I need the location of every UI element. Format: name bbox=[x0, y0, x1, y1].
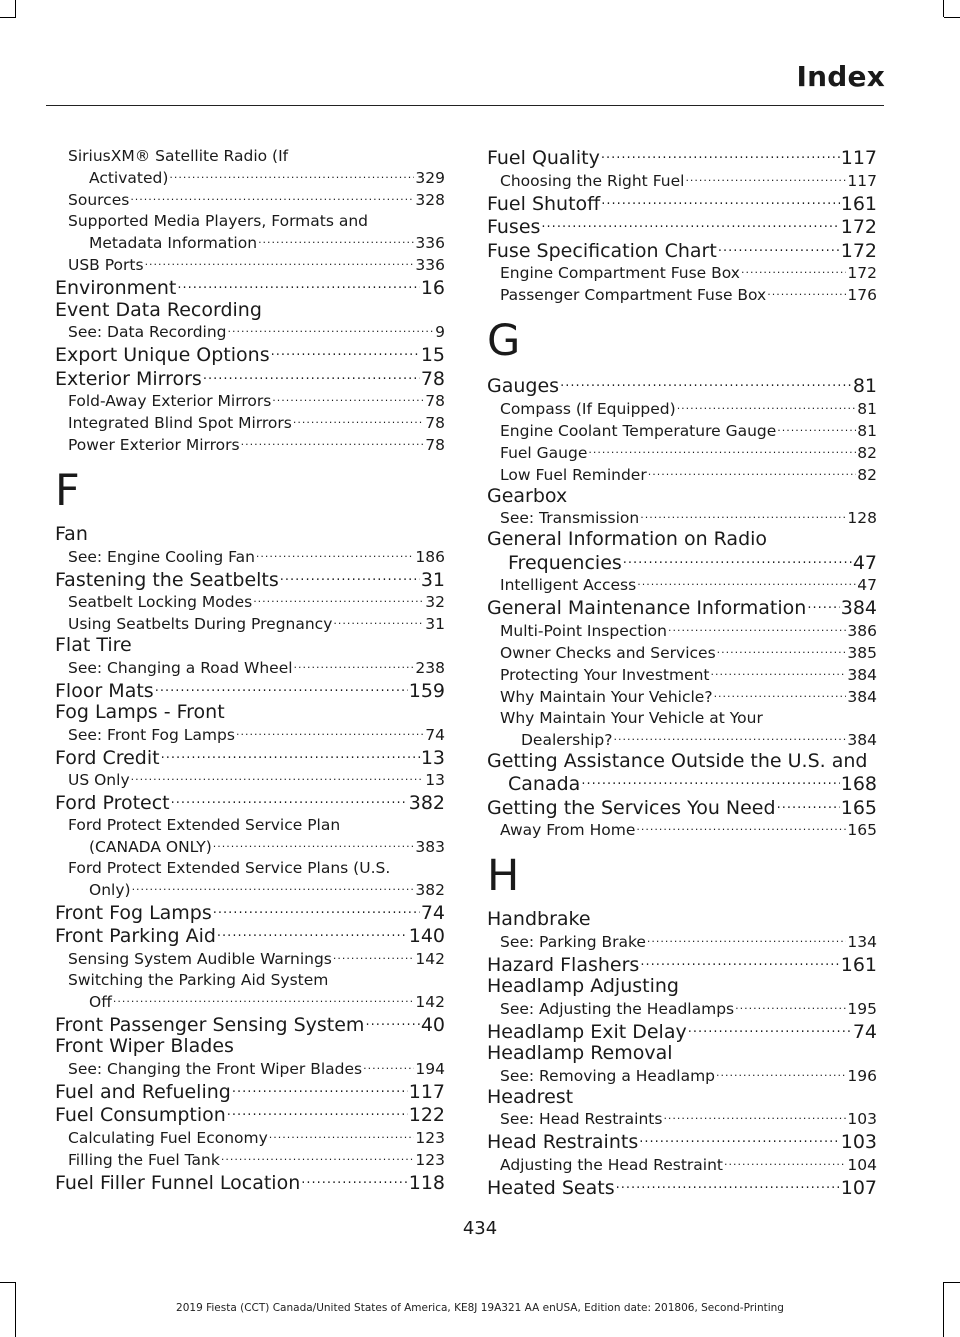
footer-edition-info: 2019 Fiesta (CCT) Canada/United States of America, KE8J 19A321 AA enUSA, Edition date: 201806, Second-Printing bbox=[176, 1302, 784, 1314]
entry-label: Front Passenger Sensing System bbox=[55, 1013, 365, 1036]
entry-page-number: 123 bbox=[415, 1150, 445, 1169]
entry-page-number: 103 bbox=[840, 1131, 877, 1153]
dot-leader bbox=[241, 430, 425, 452]
entry-label: Floor Mats bbox=[55, 679, 154, 702]
index-heading: Headlamp Removal bbox=[487, 1042, 673, 1064]
entry-page-number: 74 bbox=[852, 1020, 877, 1043]
entry-label: Away From Home bbox=[500, 821, 636, 839]
entry-label: Fuses bbox=[487, 216, 541, 238]
index-heading: Headrest bbox=[487, 1085, 574, 1108]
index-section-letter: F bbox=[55, 466, 80, 516]
index-entry bbox=[487, 953, 877, 977]
entry-label: Fuel and Refueling bbox=[55, 1080, 231, 1103]
index-subentry bbox=[487, 819, 877, 841]
entry-page-number: 196 bbox=[847, 1066, 877, 1085]
entry-label: See: Removing a Headlamp bbox=[500, 1066, 716, 1085]
dot-leader bbox=[640, 503, 846, 525]
index-section-letter: G bbox=[487, 316, 521, 366]
dot-leader bbox=[616, 1172, 840, 1196]
entry-label: Switching the Parking Aid System bbox=[68, 970, 329, 989]
dot-leader bbox=[637, 570, 856, 592]
entry-page-number: 74 bbox=[420, 901, 445, 924]
dot-leader bbox=[639, 1126, 840, 1150]
dot-leader bbox=[145, 250, 415, 272]
dot-leader bbox=[581, 768, 839, 792]
entry-page-number: 384 bbox=[840, 597, 877, 619]
entry-page-number: 161 bbox=[840, 953, 877, 976]
entry-page-number: 47 bbox=[852, 551, 877, 574]
dot-leader bbox=[663, 1104, 846, 1126]
entry-page-number: 140 bbox=[408, 925, 445, 947]
entry-label: Activated) bbox=[89, 169, 169, 187]
dot-leader bbox=[668, 616, 846, 638]
entry-page-number: 78 bbox=[425, 414, 445, 432]
entry-label: Low Fuel Reminder bbox=[500, 465, 647, 484]
entry-label: Ford Protect Extended Service Plans (U.S. bbox=[68, 858, 391, 877]
crop-mark-top-left bbox=[15, 0, 16, 17]
entry-label: Fuel Shutoff bbox=[487, 192, 601, 215]
entry-page-number: 134 bbox=[847, 932, 877, 951]
entry-page-number: 386 bbox=[847, 621, 877, 640]
dot-leader bbox=[716, 1061, 846, 1083]
dot-leader bbox=[685, 166, 846, 188]
entry-label: Multi-Point Inspection bbox=[500, 621, 667, 640]
header-rule bbox=[46, 105, 884, 106]
index-column-left bbox=[55, 146, 445, 1194]
index-section-letter: H bbox=[487, 851, 520, 901]
dot-leader bbox=[767, 280, 846, 302]
index-entry bbox=[487, 1020, 877, 1044]
entry-page-number: 176 bbox=[847, 286, 877, 304]
dot-leader bbox=[688, 1016, 852, 1040]
dot-leader bbox=[677, 394, 857, 416]
entry-label: Ford Protect Extended Service Plan bbox=[68, 815, 341, 834]
entry-page-number: 16 bbox=[420, 277, 445, 299]
crop-mark-bottom-left-h bbox=[0, 1282, 16, 1283]
dot-leader bbox=[588, 438, 856, 460]
entry-page-number: 15 bbox=[420, 344, 445, 366]
entry-page-number: 172 bbox=[840, 216, 877, 238]
entry-label: Why Maintain Your Vehicle? bbox=[500, 687, 713, 706]
dot-leader bbox=[741, 258, 846, 280]
entry-label: Engine Coolant Temperature Gauge bbox=[500, 421, 777, 440]
page-title: Index bbox=[796, 60, 885, 93]
entry-page-number: 32 bbox=[425, 593, 445, 611]
dot-leader bbox=[735, 994, 846, 1016]
entry-label: Dealership? bbox=[521, 730, 613, 749]
index-heading: Fan bbox=[55, 523, 88, 545]
entry-label: Fuse Specification Chart bbox=[487, 239, 717, 262]
index-entry bbox=[55, 791, 445, 815]
dot-leader bbox=[155, 675, 408, 699]
entry-page-number: 31 bbox=[420, 568, 445, 591]
entry-page-number: 78 bbox=[425, 436, 445, 454]
dot-leader bbox=[113, 987, 415, 1009]
entry-label: See: Adjusting the Headlamps bbox=[500, 999, 735, 1018]
entry-page-number: 107 bbox=[840, 1176, 877, 1199]
index-subentry bbox=[487, 729, 877, 751]
entry-page-number: 117 bbox=[840, 147, 877, 169]
index-subentry bbox=[487, 284, 877, 306]
dot-leader bbox=[301, 1167, 407, 1191]
dot-leader bbox=[777, 416, 856, 438]
entry-page-number: 117 bbox=[847, 171, 877, 190]
entry-label: Seatbelt Locking Modes bbox=[68, 593, 253, 611]
index-entry bbox=[55, 679, 445, 703]
dot-leader bbox=[132, 875, 415, 897]
index-subentry bbox=[487, 464, 877, 486]
crop-mark-top-left-h bbox=[0, 17, 16, 18]
entry-label: Choosing the Right Fuel bbox=[500, 171, 685, 190]
entry-label: Compass (If Equipped) bbox=[500, 399, 676, 418]
entry-label: Protecting Your Investment bbox=[500, 665, 710, 684]
dot-leader bbox=[718, 235, 840, 259]
entry-page-number: 40 bbox=[420, 1013, 445, 1036]
index-column-right bbox=[487, 146, 877, 1199]
entry-label: Intelligent Access bbox=[500, 576, 637, 594]
entry-label: Metadata Information bbox=[89, 234, 258, 252]
dot-leader bbox=[623, 547, 852, 571]
index-heading: Event Data Recording bbox=[55, 298, 262, 321]
entry-label: Fastening the Seatbelts bbox=[55, 568, 279, 591]
index-entry bbox=[487, 1176, 877, 1200]
dot-leader bbox=[177, 272, 419, 296]
entry-page-number: 78 bbox=[425, 392, 445, 410]
entry-label: Export Unique Options bbox=[55, 344, 270, 366]
entry-label: Fuel Gauge bbox=[500, 443, 588, 462]
index-subentry bbox=[55, 434, 445, 456]
index-heading: Headlamp Adjusting bbox=[487, 975, 679, 997]
entry-label: Engine Compartment Fuse Box bbox=[500, 264, 740, 282]
entry-label: Filling the Fuel Tank bbox=[68, 1150, 220, 1169]
index-entry bbox=[55, 276, 445, 300]
entry-label: General Maintenance Information bbox=[487, 597, 807, 619]
entry-page-number: 123 bbox=[415, 1128, 445, 1147]
entry-label: Ford Credit bbox=[55, 746, 160, 769]
entry-label: Canada bbox=[508, 773, 581, 795]
entry-page-number: 165 bbox=[840, 796, 877, 819]
entry-page-number: 118 bbox=[408, 1171, 445, 1194]
entry-label: See: Changing a Road Wheel bbox=[68, 658, 293, 677]
entry-page-number: 384 bbox=[847, 687, 877, 706]
index-heading: Fog Lamps - Front bbox=[55, 701, 225, 723]
entry-label: USB Ports bbox=[68, 256, 144, 274]
entry-label: See: Engine Cooling Fan bbox=[68, 547, 255, 566]
index-entry bbox=[55, 1013, 445, 1037]
entry-label: Fold-Away Exterior Mirrors bbox=[68, 392, 272, 410]
dot-leader bbox=[272, 386, 424, 408]
entry-label: Off bbox=[89, 992, 112, 1011]
entry-page-number: 142 bbox=[415, 949, 445, 968]
index-subentry bbox=[55, 948, 445, 970]
dot-leader bbox=[541, 211, 839, 235]
entry-label: Fuel Consumption bbox=[55, 1104, 226, 1126]
entry-page-number: 382 bbox=[408, 792, 445, 814]
dot-leader bbox=[203, 363, 420, 387]
entry-label: See: Front Fog Lamps bbox=[68, 725, 235, 744]
entry-page-number: 382 bbox=[415, 880, 445, 899]
index-heading: Gearbox bbox=[487, 484, 568, 507]
entry-label: US Only bbox=[68, 771, 130, 789]
index-subentry bbox=[487, 507, 877, 529]
dot-leader bbox=[333, 609, 424, 631]
entry-label: Integrated Blind Spot Mirrors bbox=[68, 414, 292, 432]
entry-label: Environment bbox=[55, 277, 177, 299]
entry-label: Only) bbox=[89, 880, 131, 899]
dot-leader bbox=[807, 592, 839, 616]
dot-leader bbox=[256, 542, 414, 564]
dot-leader bbox=[217, 920, 408, 944]
page-number: 434 bbox=[462, 1218, 498, 1239]
dot-leader bbox=[213, 832, 415, 854]
entry-label: Head Restraints bbox=[487, 1131, 639, 1153]
dot-leader bbox=[169, 163, 414, 185]
entry-label: Frequencies bbox=[508, 551, 622, 574]
entry-page-number: 31 bbox=[425, 615, 445, 633]
entry-page-number: 13 bbox=[420, 746, 445, 769]
entry-label: Headlamp Exit Delay bbox=[487, 1020, 687, 1043]
entry-page-number: 336 bbox=[415, 234, 445, 252]
entry-page-number: 329 bbox=[415, 169, 445, 187]
dot-leader bbox=[213, 897, 420, 921]
entry-label: See: Transmission bbox=[500, 509, 640, 527]
dot-leader bbox=[232, 1076, 408, 1100]
entry-page-number: 142 bbox=[415, 992, 445, 1011]
entry-page-number: 122 bbox=[408, 1104, 445, 1126]
dot-leader bbox=[636, 815, 846, 837]
entry-label: Using Seatbelts During Pregnancy bbox=[68, 615, 333, 633]
dot-leader bbox=[714, 682, 847, 704]
entry-label: Ford Protect bbox=[55, 792, 170, 814]
crop-mark-top-right bbox=[943, 0, 944, 17]
dot-leader bbox=[365, 1009, 419, 1033]
dot-leader bbox=[161, 742, 420, 766]
entry-page-number: 81 bbox=[857, 399, 877, 418]
entry-page-number: 117 bbox=[408, 1080, 445, 1103]
entry-label: SiriusXM® Satellite Radio (If bbox=[68, 147, 289, 165]
dot-leader bbox=[280, 564, 420, 588]
entry-page-number: 385 bbox=[847, 643, 877, 662]
entry-label: (CANADA ONLY) bbox=[89, 837, 212, 856]
dot-leader bbox=[269, 1123, 415, 1145]
entry-page-number: 238 bbox=[415, 658, 445, 677]
entry-label: Fuel Filler Funnel Location bbox=[55, 1171, 301, 1194]
entry-label: Front Fog Lamps bbox=[55, 901, 212, 924]
entry-label: Power Exterior Mirrors bbox=[68, 436, 240, 454]
entry-label: Getting the Services You Need bbox=[487, 796, 776, 819]
dot-leader bbox=[130, 185, 414, 207]
dot-leader bbox=[711, 660, 847, 682]
entry-page-number: 165 bbox=[847, 821, 877, 839]
dot-leader bbox=[333, 944, 415, 966]
entry-page-number: 81 bbox=[852, 375, 877, 397]
entry-label: Calculating Fuel Economy bbox=[68, 1128, 268, 1147]
entry-label: Owner Checks and Services bbox=[500, 643, 716, 662]
entry-label: Gauges bbox=[487, 375, 560, 397]
entry-label: Supported Media Players, Formats and bbox=[68, 212, 369, 230]
entry-page-number: 13 bbox=[425, 771, 445, 789]
entry-page-number: 81 bbox=[857, 421, 877, 440]
entry-label: Passenger Compartment Fuse Box bbox=[500, 286, 767, 304]
entry-label: Heated Seats bbox=[487, 1176, 615, 1199]
dot-leader bbox=[221, 1145, 415, 1167]
entry-label: See: Parking Brake bbox=[500, 932, 646, 951]
entry-label: See: Data Recording bbox=[68, 323, 227, 341]
index-subentry bbox=[55, 613, 445, 635]
index-heading: Handbrake bbox=[487, 908, 591, 930]
entry-page-number: 195 bbox=[847, 999, 877, 1018]
entry-page-number: 172 bbox=[840, 239, 877, 262]
entry-page-number: 172 bbox=[847, 264, 877, 282]
entry-label: Exterior Mirrors bbox=[55, 367, 202, 390]
index-subentry bbox=[487, 1065, 877, 1087]
dot-leader bbox=[777, 792, 840, 816]
entry-label: Hazard Flashers bbox=[487, 953, 640, 976]
index-subentry bbox=[55, 836, 445, 858]
dot-leader bbox=[613, 725, 846, 747]
entry-label: See: Head Restraints bbox=[500, 1110, 663, 1128]
entry-page-number: 161 bbox=[840, 192, 877, 215]
entry-page-number: 74 bbox=[425, 725, 445, 744]
dot-leader bbox=[601, 142, 840, 166]
dot-leader bbox=[601, 188, 839, 212]
entry-page-number: 384 bbox=[847, 665, 877, 684]
entry-page-number: 383 bbox=[415, 837, 445, 856]
entry-label: Fuel Quality bbox=[487, 147, 600, 169]
entry-page-number: 128 bbox=[847, 509, 877, 527]
dot-leader bbox=[363, 1054, 414, 1076]
dot-leader bbox=[258, 228, 414, 250]
index-heading: Front Wiper Blades bbox=[55, 1035, 234, 1057]
entry-page-number: 103 bbox=[847, 1110, 877, 1128]
entry-page-number: 47 bbox=[857, 576, 877, 594]
entry-label: Sources bbox=[68, 191, 130, 209]
dot-leader bbox=[294, 653, 415, 675]
entry-page-number: 194 bbox=[415, 1059, 445, 1078]
index-heading: General Information on Radio bbox=[487, 528, 768, 550]
entry-page-number: 186 bbox=[415, 547, 445, 566]
dot-leader bbox=[171, 787, 408, 811]
index-heading: Getting Assistance Outside the U.S. and bbox=[487, 749, 868, 772]
index-subentry bbox=[55, 189, 445, 211]
dot-leader bbox=[131, 765, 425, 787]
dot-leader bbox=[236, 720, 424, 742]
entry-page-number: 336 bbox=[415, 256, 445, 274]
crop-mark-top-right-h bbox=[944, 17, 960, 18]
entry-page-number: 328 bbox=[415, 191, 445, 209]
entry-label: Sensing System Audible Warnings bbox=[68, 949, 332, 968]
index-entry bbox=[55, 1171, 445, 1195]
entry-label: Why Maintain Your Vehicle at Your bbox=[500, 708, 763, 727]
dot-leader bbox=[640, 949, 839, 973]
entry-page-number: 168 bbox=[840, 773, 877, 795]
dot-leader bbox=[227, 1099, 408, 1123]
entry-label: See: Changing the Front Wiper Blades bbox=[68, 1059, 363, 1078]
dot-leader bbox=[253, 587, 424, 609]
dot-leader bbox=[560, 370, 852, 394]
entry-page-number: 384 bbox=[847, 730, 877, 749]
dot-leader bbox=[293, 408, 424, 430]
dot-leader bbox=[724, 1150, 846, 1172]
entry-page-number: 159 bbox=[408, 679, 445, 702]
entry-page-number: 104 bbox=[847, 1155, 877, 1174]
entry-label: Front Parking Aid bbox=[55, 925, 216, 947]
entry-page-number: 78 bbox=[420, 367, 445, 390]
entry-page-number: 82 bbox=[857, 443, 877, 462]
dot-leader bbox=[717, 638, 847, 660]
entry-page-number: 82 bbox=[857, 465, 877, 484]
entry-label: Adjusting the Head Restraint bbox=[500, 1155, 724, 1174]
crop-mark-bottom-right-h bbox=[944, 1282, 960, 1283]
index-heading: Flat Tire bbox=[55, 634, 132, 656]
dot-leader bbox=[271, 339, 420, 363]
entry-page-number: 9 bbox=[435, 323, 445, 341]
dot-leader bbox=[648, 460, 857, 482]
dot-leader bbox=[647, 927, 846, 949]
index-subentry bbox=[487, 686, 877, 708]
dot-leader bbox=[228, 317, 435, 339]
